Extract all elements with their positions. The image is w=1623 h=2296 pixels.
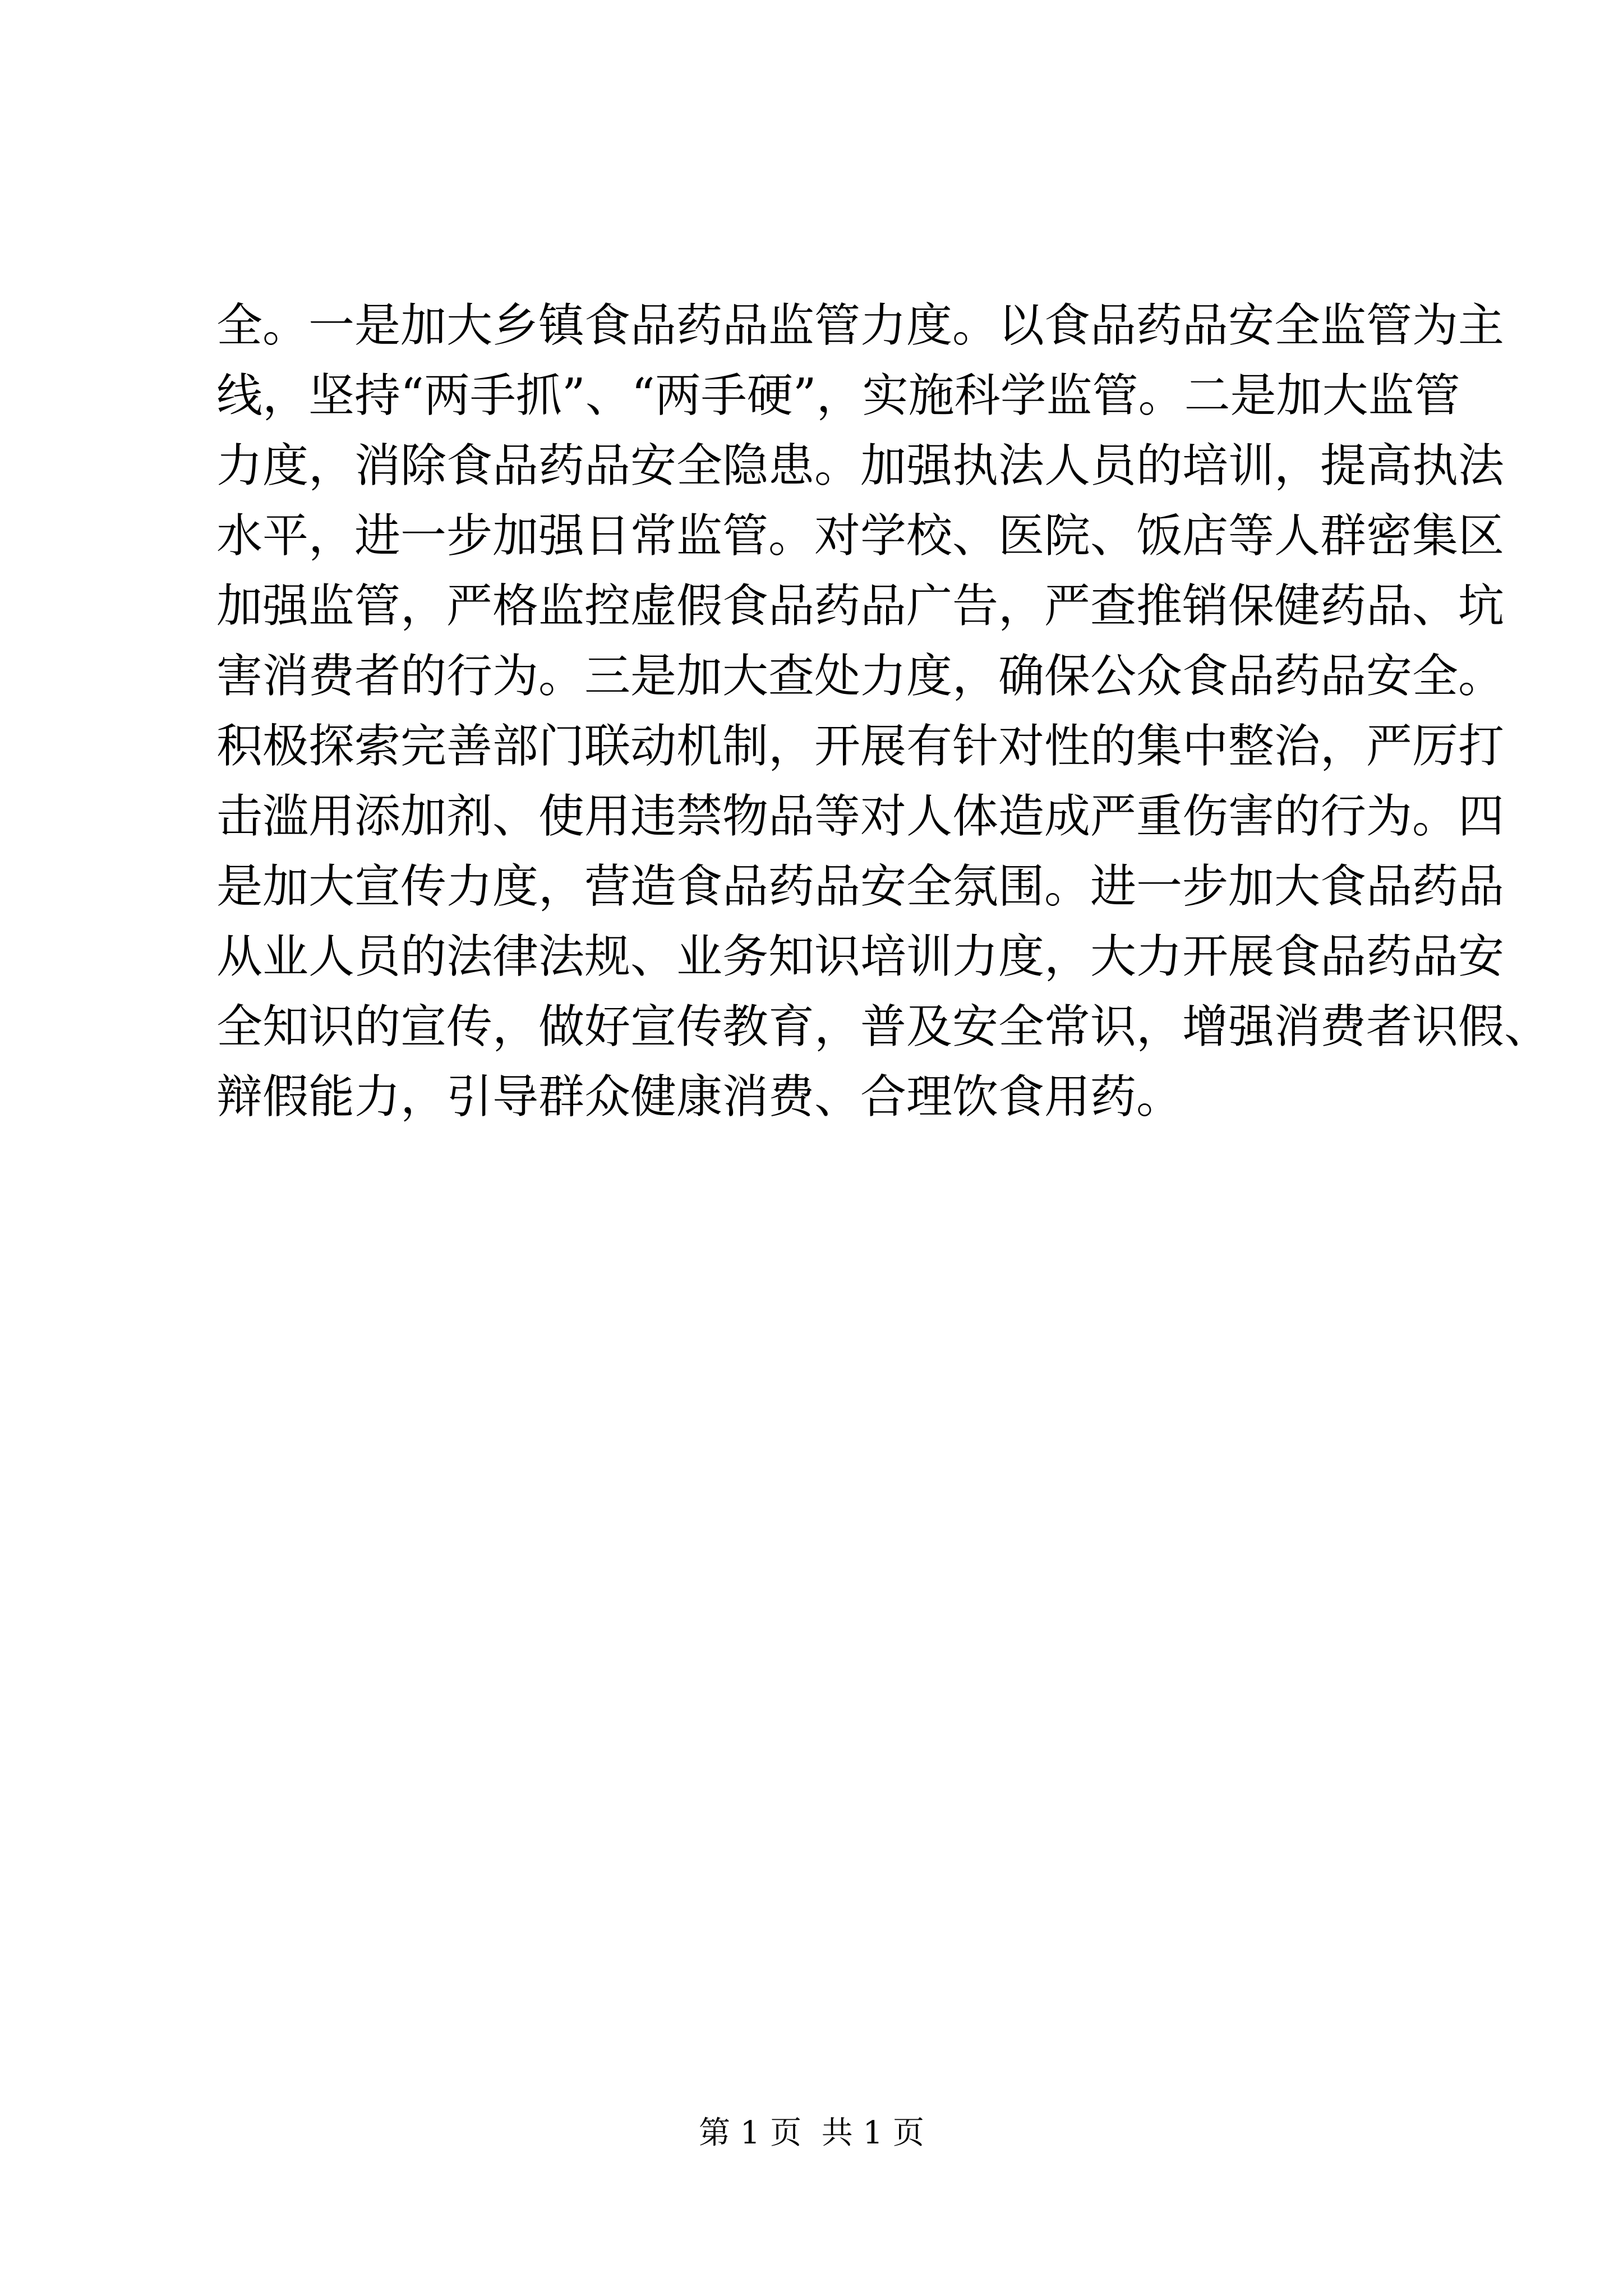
paragraph-line: 害消费者的行为。三是加大查处力度，确保公众食品药品安全。 [216,650,1505,703]
body-paragraph [216,291,1551,1132]
paragraph-line: 水平，进一步加强日常监管。对学校、医院、饭店等人群密集区 [216,509,1505,563]
paragraph-line: 全知识的宣传，做好宣传教育，普及安全常识，增强消费者识假、 [216,1000,1551,1053]
paragraph-line: 线，坚持“两手抓”、“两手硬”，实施科学监管。二是加大监管 [216,369,1460,422]
paragraph-line: 加强监管，严格监控虚假食品药品广告，严查推销保健药品、坑 [216,579,1505,633]
paragraph-line-last: 辩假能力，引导群众健康消费、合理饮食用药。 [216,1070,1183,1124]
paragraph-line: 全。一是加大乡镇食品药品监管力度。以食品药品安全监管为主 [216,299,1505,352]
paragraph-line: 是加大宣传力度，营造食品药品安全氛围。进一步加大食品药品 [216,860,1505,913]
page-number-footer: 第 1 页 共 1 页 [698,2115,925,2151]
paragraph-line: 力度，消除食品药品安全隐患。加强执法人员的培训，提高执法 [216,439,1505,493]
paragraph-line: 积极探索完善部门联动机制，开展有针对性的集中整治，严厉打 [216,720,1505,773]
paragraph-line: 从业人员的法律法规、业务知识培训力度，大力开展食品药品安 [216,930,1505,983]
paragraph-line: 击滥用添加剂、使用违禁物品等对人体造成严重伤害的行为。四 [216,790,1505,843]
